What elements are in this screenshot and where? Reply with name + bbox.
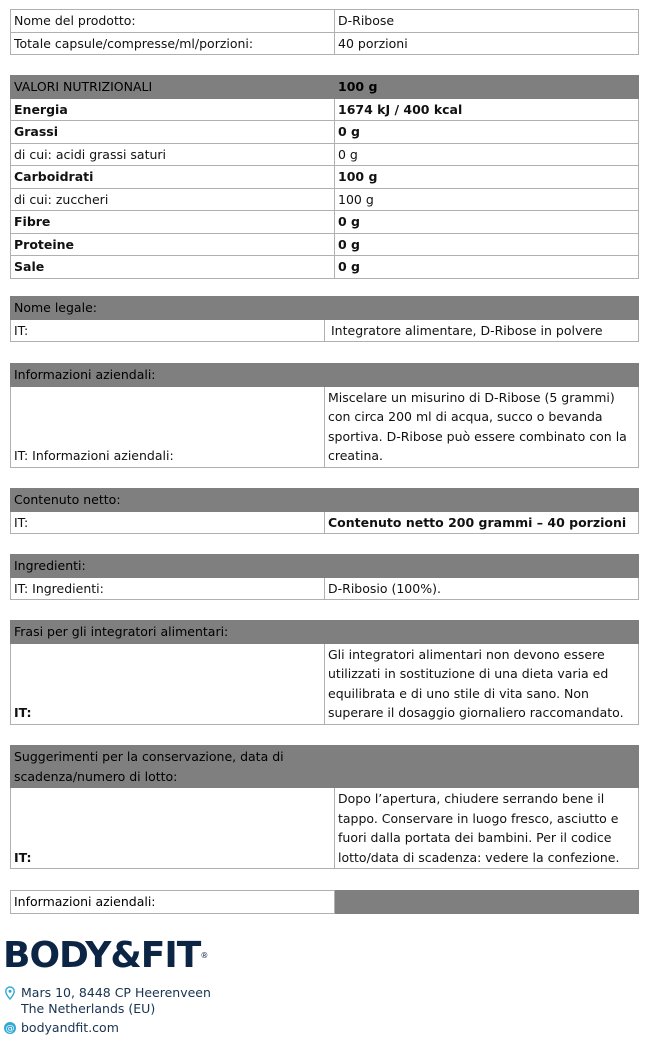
- brand-contact: [3, 985, 211, 1036]
- nutrition-label: Carboidrati: [11, 166, 335, 189]
- nutrition-table: [10, 75, 639, 279]
- ingredients-title: Ingredienti:: [11, 555, 639, 578]
- location-pin-icon: [3, 986, 17, 1000]
- table-row: [11, 188, 639, 211]
- table-row: [11, 891, 639, 914]
- address-line-1: Mars 10, 8448 CP Heerenveen: [21, 985, 211, 1000]
- supplement-phrases-label: IT:: [11, 643, 325, 724]
- nutrition-value: 0 g: [335, 121, 639, 144]
- storage-title: Suggerimenti per la conservazione, data di scadenza/numero di lotto:: [11, 746, 335, 788]
- section-header: [11, 297, 639, 320]
- table-row: [11, 319, 639, 342]
- nutrition-value: 1674 kJ / 400 kcal: [335, 98, 639, 121]
- legal-name-table: [10, 296, 639, 342]
- company-footer-table: [10, 890, 639, 914]
- company-footer-label: Informazioni aziendali:: [11, 891, 335, 914]
- section-header: [11, 621, 639, 644]
- section-header: [11, 489, 639, 512]
- nutrition-label: Grassi: [11, 121, 335, 144]
- ingredients-table: [10, 554, 639, 600]
- nutrition-label: Energia: [11, 98, 335, 121]
- supplement-phrases-table: [10, 620, 639, 725]
- table-row: [11, 121, 639, 144]
- company-info-value: Miscelare un misurino di D-Ribose (5 grammi) con circa 200 ml di acqua, succo o bevanda sportiva. D-Ribose può essere combinato con la creatina.: [325, 386, 639, 467]
- company-info-label: IT: Informazioni aziendali:: [11, 386, 325, 467]
- product-name-value: D-Ribose: [335, 10, 639, 33]
- legal-name-title: Nome legale:: [11, 297, 639, 320]
- nutrition-label: di cui: acidi grassi saturi: [11, 143, 335, 166]
- table-row: [11, 386, 639, 467]
- legal-name-value: Integratore alimentare, D-Ribose in polvere: [325, 319, 639, 342]
- nutrition-label: Proteine: [11, 233, 335, 256]
- nutrition-value: 100 g: [335, 188, 639, 211]
- svg-text:@: @: [5, 1024, 15, 1034]
- table-row: [11, 511, 639, 534]
- storage-table: [10, 745, 639, 869]
- nutrition-label: Fibre: [11, 211, 335, 234]
- nutrition-value: 0 g: [335, 256, 639, 279]
- storage-value: Dopo l’apertura, chiudere serrando bene il tappo. Conservare in luogo fresco, asciutto e fuori dalla portata dei bambini. Per il codice lotto/data di scadenza: vedere la confezione.: [335, 788, 639, 869]
- table-row: [11, 32, 639, 55]
- table-row: [11, 788, 639, 869]
- table-row: [11, 233, 639, 256]
- company-info-title: Informazioni aziendali:: [11, 364, 639, 387]
- section-header: [11, 746, 639, 788]
- ingredients-value: D-Ribosio (100%).: [325, 577, 639, 600]
- net-content-label: IT:: [11, 511, 325, 534]
- section-header: [11, 555, 639, 578]
- ingredients-label: IT: Ingredienti:: [11, 577, 325, 600]
- storage-label: IT:: [11, 788, 335, 869]
- supplement-phrases-value: Gli integratori alimentari non devono essere utilizzati in sostituzione di una dieta varia ed equilibrata e di uno stile di vita sano. Non superare il dosaggio giornaliero raccomandato.: [325, 643, 639, 724]
- nutrition-label: di cui: zuccheri: [11, 188, 335, 211]
- website-link[interactable]: bodyandfit.com: [21, 1020, 119, 1035]
- table-row: [11, 143, 639, 166]
- table-row: [11, 10, 639, 33]
- portions-label: Totale capsule/compresse/ml/porzioni:: [11, 32, 335, 55]
- table-row: [11, 256, 639, 279]
- nutrition-header: [11, 76, 639, 99]
- section-header: [11, 364, 639, 387]
- net-content-table: [10, 488, 639, 534]
- table-row: [11, 98, 639, 121]
- brand-logo: [3, 936, 207, 976]
- product-table: [10, 9, 639, 55]
- nutrition-value: 100 g: [335, 166, 639, 189]
- net-content-title: Contenuto netto:: [11, 489, 639, 512]
- nutrition-value: 0 g: [335, 143, 639, 166]
- nutrition-value: 0 g: [335, 233, 639, 256]
- nutrition-label: Sale: [11, 256, 335, 279]
- table-row: [11, 577, 639, 600]
- product-name-label: Nome del prodotto:: [11, 10, 335, 33]
- table-row: [11, 211, 639, 234]
- legal-name-label: IT:: [11, 319, 325, 342]
- portions-value: 40 porzioni: [335, 32, 639, 55]
- brand-logo-text: BODY&FIT: [3, 935, 201, 976]
- nutrition-header-label: VALORI NUTRIZIONALI: [11, 76, 335, 99]
- company-info-table: [10, 363, 639, 468]
- nutrition-value: 0 g: [335, 211, 639, 234]
- supplement-phrases-title: Frasi per gli integratori alimentari:: [11, 621, 639, 644]
- address-line-2: The Netherlands (EU): [21, 1001, 156, 1016]
- table-row: [11, 166, 639, 189]
- net-content-value: Contenuto netto 200 grammi – 40 porzioni: [325, 511, 639, 534]
- at-sign-icon: [3, 1021, 17, 1035]
- table-row: [11, 643, 639, 724]
- registered-mark: ®: [200, 951, 208, 960]
- nutrition-header-value: 100 g: [335, 76, 639, 99]
